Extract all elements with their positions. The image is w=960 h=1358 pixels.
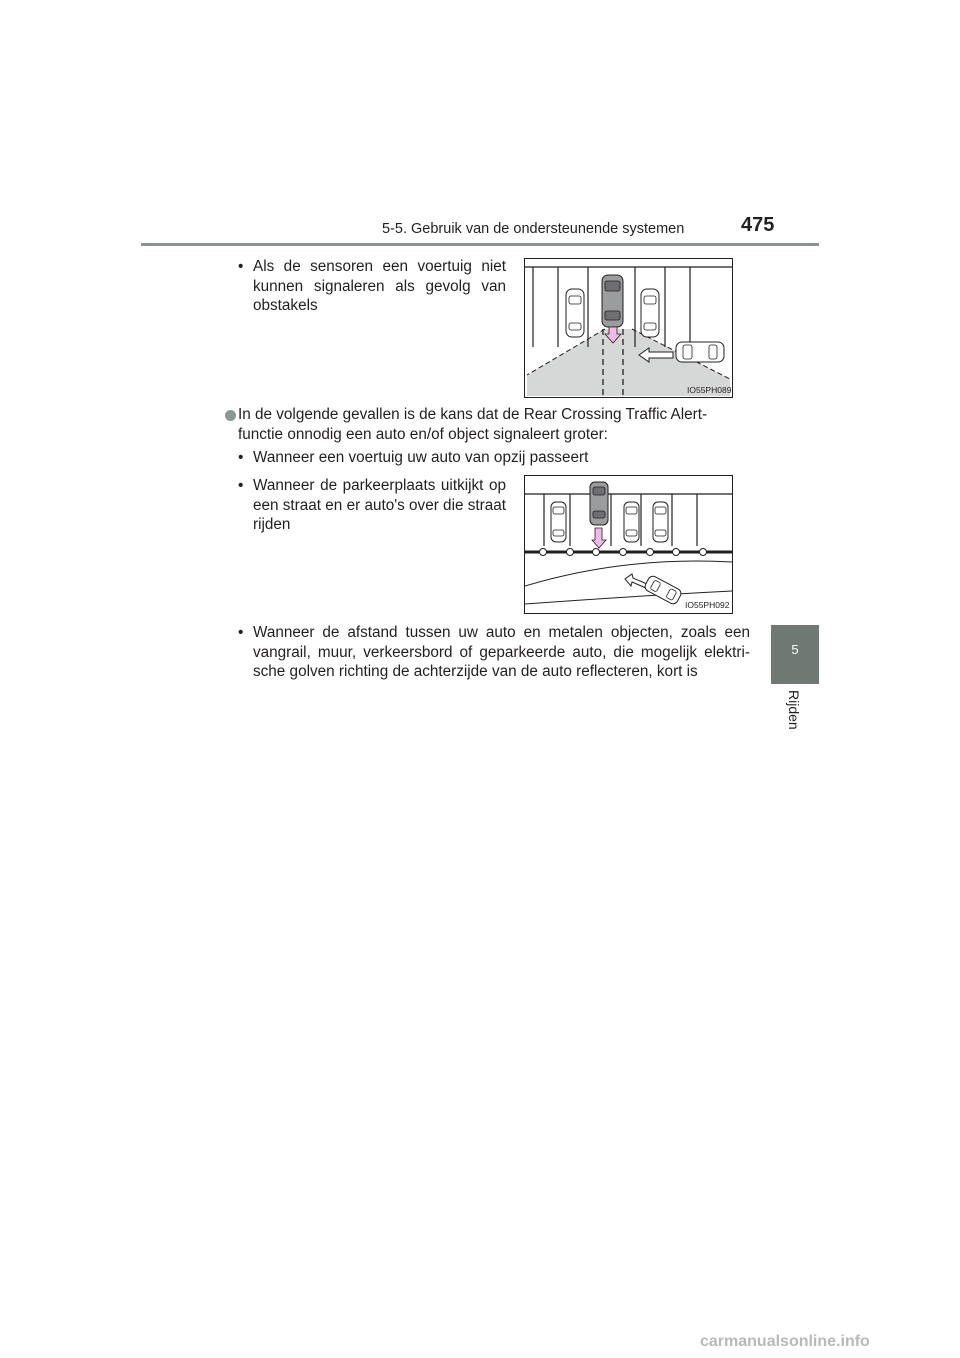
figure-code: IO55PH092 [685, 600, 730, 610]
main-point-bullet [225, 410, 236, 421]
bullet-dot: • [238, 258, 244, 275]
bullet-text: Wanneer een voertuig uw auto van opzij passeert [253, 449, 589, 466]
bullet-dot: • [238, 477, 244, 494]
bullet-dot: • [238, 449, 244, 466]
bullet-dot: • [238, 624, 244, 641]
bullet-text: Wanneer de parkeerplaats uitkijkt op een straat en er auto's over die straat rijden [253, 477, 506, 533]
chapter-tab [771, 625, 819, 684]
figure-code: IO55PH089 [687, 385, 732, 395]
header-divider [141, 243, 819, 246]
bullet-text: Wanneer de afstand tussen uw auto en metalen objecten, zoals een vangrail, muur, verkeersbord of geparkeerde auto, die mogelijk elektri-sche golven richting de achterzijde van de auto reflecteren, kort is [253, 624, 750, 680]
bullet-text: Als de sensoren een voertuig niet kunnen signaleren als gevolg van obstakels [253, 258, 506, 314]
main-point-text: In de volgende gevallen is de kans dat de Rear Crossing Traffic Alert-functie onnodig een auto en/of object signaleert groter: [238, 406, 708, 443]
section-title: 5-5. Gebruik van de ondersteunende systemen [382, 221, 685, 237]
watermark: carmanualsonline.info [700, 1333, 870, 1350]
figure-parking-obstacles [524, 258, 733, 398]
chapter-label-wrap [772, 690, 818, 740]
page-number: 475 [741, 214, 775, 236]
parking-street-illustration [525, 476, 732, 613]
figure-parking-street [524, 475, 733, 614]
parking-obstacles-illustration [525, 259, 732, 397]
chapter-label: Rijden [786, 690, 802, 730]
chapter-number: 5 [791, 642, 799, 657]
